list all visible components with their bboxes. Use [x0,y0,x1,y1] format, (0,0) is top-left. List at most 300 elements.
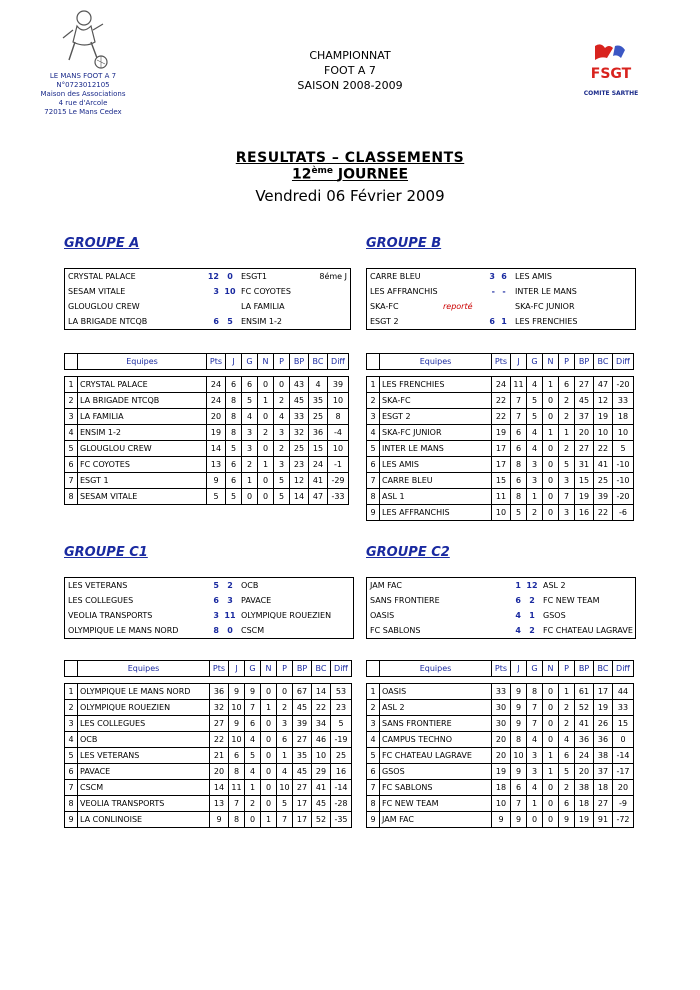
column-header: P [559,661,575,677]
result-row [65,623,353,638]
rank-cell: 1 [65,377,78,393]
stat-cell: 1 [543,748,559,764]
rank-cell: 9 [367,505,380,521]
stat-cell: 5 [613,441,634,457]
rank-cell: 8 [367,796,380,812]
stat-cell: 31 [575,457,594,473]
stat-cell: 27 [293,780,312,796]
stat-cell: 11 [492,489,511,505]
team-cell: PAVACE [78,764,210,780]
stat-cell: 24 [309,457,328,473]
column-header: Pts [207,354,226,370]
stat-cell: 0 [543,684,559,700]
stat-cell: 2 [559,409,575,425]
stat-cell: 41 [594,457,613,473]
stat-cell: 10 [277,780,293,796]
stat-cell: 34 [312,716,331,732]
stat-cell: 0 [258,377,274,393]
column-header: N [258,354,274,370]
column-header: G [242,354,258,370]
table-row [65,377,349,393]
standings-table [366,353,634,521]
header-row [65,661,352,677]
stat-cell: 53 [331,684,352,700]
stat-cell: 41 [309,473,328,489]
stat-cell: -20 [613,489,634,505]
stat-cell: 18 [594,780,613,796]
rank-cell: 8 [65,489,78,505]
standings-table [64,660,352,828]
result-row [367,269,635,284]
stat-cell: 17 [492,441,511,457]
stat-cell: 2 [559,393,575,409]
rank-cell: 7 [367,780,380,796]
stat-cell: 9 [511,716,527,732]
column-header: Diff [613,661,634,677]
stat-cell: 44 [613,684,634,700]
stat-cell: 5 [226,489,242,505]
away-score: 0 [227,626,233,635]
stat-cell: 8 [511,732,527,748]
rank-cell: 5 [367,748,380,764]
away-score: 6 [501,272,507,281]
stat-cell: 0 [261,684,277,700]
stat-cell: 7 [511,393,527,409]
stat-cell: 1 [527,489,543,505]
home-score: 6 [213,596,219,605]
home-score: 5 [213,581,219,590]
stat-cell: 33 [492,684,511,700]
stat-cell: 13 [207,457,226,473]
stat-cell: 27 [210,716,229,732]
results-box [366,577,636,639]
table-row [65,473,349,489]
stat-cell: 10 [328,441,349,457]
stat-cell: 3 [527,764,543,780]
stat-cell: 4 [245,732,261,748]
spacer-row [367,677,634,684]
stat-cell: 35 [293,748,312,764]
stat-cell: -35 [331,812,352,828]
away-team: INTER LE MANS [515,287,577,296]
home-score: 6 [213,317,219,326]
stat-cell: 10 [328,393,349,409]
result-row [367,623,635,638]
away-score: 12 [526,581,538,590]
stat-cell: 2 [527,505,543,521]
stat-cell: 10 [492,796,511,812]
away-score: 2 [227,581,233,590]
title-line: FOOT A 7 [324,64,376,77]
stat-cell: -14 [613,748,634,764]
column-header: G [527,354,543,370]
column-header: Pts [492,661,511,677]
stat-cell: 1 [258,457,274,473]
table-row [367,748,634,764]
stat-cell: 6 [226,457,242,473]
stat-cell: 1 [543,377,559,393]
stat-cell: 7 [511,796,527,812]
column-header: G [527,661,543,677]
stat-cell: 1 [559,684,575,700]
stat-cell: -10 [613,473,634,489]
column-header: Diff [613,354,634,370]
stat-cell: -72 [613,812,634,828]
away-team: FC COYOTES [241,287,291,296]
stat-cell: 47 [594,377,613,393]
stat-cell: 22 [594,441,613,457]
stat-cell: 2 [245,796,261,812]
spacer-row [65,370,349,377]
stat-cell: 32 [290,425,309,441]
stat-cell: 36 [575,732,594,748]
column-header: P [559,354,575,370]
stat-cell: -10 [613,457,634,473]
result-row [65,269,350,284]
stat-cell: 22 [312,700,331,716]
stat-cell: 22 [594,505,613,521]
stat-cell: -28 [331,796,352,812]
stat-cell: 4 [309,377,328,393]
away-score: 1 [501,317,507,326]
org-line: 72015 Le Mans Cedex [44,108,122,116]
table-row [367,732,634,748]
stat-cell: 1 [543,425,559,441]
stat-cell: 8 [511,457,527,473]
column-header: Equipes [380,354,492,370]
journee-word: JOURNEE [337,166,409,183]
home-team: JAM FAC [370,581,402,590]
home-team: LES AFFRANCHIS [370,287,438,296]
stat-cell: 6 [229,748,245,764]
stat-cell: 2 [274,393,290,409]
stat-cell: 1 [559,425,575,441]
group-title: GROUPE A [64,236,140,251]
column-header: P [274,354,290,370]
stat-cell: 17 [492,457,511,473]
team-cell: VEOLIA TRANSPORTS [78,796,210,812]
table-row [367,812,634,828]
stat-cell: 13 [210,796,229,812]
stat-cell: 38 [575,780,594,796]
journee-number: 12 [291,166,312,183]
home-team: LA BRIGADE NTCQB [68,317,148,326]
stat-cell: 2 [258,425,274,441]
stat-cell: 4 [242,409,258,425]
header-row [367,354,634,370]
stat-cell: -6 [613,505,634,521]
stat-cell: -33 [328,489,349,505]
stat-cell: 15 [613,716,634,732]
stat-cell: 3 [527,473,543,489]
stat-cell: 6 [559,748,575,764]
team-cell: LES AMIS [380,457,492,473]
stat-cell: 52 [575,700,594,716]
stat-cell: 9 [559,812,575,828]
stat-cell: 39 [328,377,349,393]
home-team: FC SABLONS [370,626,421,635]
stat-cell: 4 [527,377,543,393]
spacer-cell [367,370,634,377]
home-team: SESAM VITALE [68,287,126,296]
table-row [367,457,634,473]
table-row [65,732,352,748]
stat-cell: 2 [277,700,293,716]
column-header: BP [575,661,594,677]
stat-cell: 37 [594,764,613,780]
home-score: 6 [489,317,495,326]
stat-cell: 23 [331,700,352,716]
stat-cell: 6 [511,441,527,457]
stat-cell: 4 [527,780,543,796]
team-cell: LES AFFRANCHIS [380,505,492,521]
stat-cell: 43 [290,377,309,393]
rank-header [367,354,380,370]
result-row [65,284,350,299]
stat-cell: 33 [613,393,634,409]
stat-cell: 9 [492,812,511,828]
away-score: - [502,287,506,296]
stat-cell: 8 [229,812,245,828]
stat-cell: 5 [511,505,527,521]
home-team: CRYSTAL PALACE [68,272,136,281]
away-score: 5 [227,317,233,326]
fsgt-sub: COMITE SARTHE [583,90,639,97]
table-row [65,764,352,780]
away-team: FC CHATEAU LAGRAVE [543,626,633,635]
header-row [65,354,349,370]
stat-cell: 14 [210,780,229,796]
stat-cell: 9 [245,684,261,700]
away-team: OCB [241,581,259,590]
table-row [65,780,352,796]
stat-cell: 0 [245,812,261,828]
stat-cell: 19 [594,409,613,425]
stat-cell: 0 [543,489,559,505]
rank-cell: 4 [367,425,380,441]
stat-cell: 17 [293,812,312,828]
home-team: GLOUGLOU CREW [68,302,140,311]
team-cell: OLYMPIQUE LE MANS NORD [78,684,210,700]
stat-cell: 0 [543,700,559,716]
team-cell: GLOUGLOU CREW [78,441,207,457]
stat-cell: 19 [575,812,594,828]
stat-cell: 0 [613,732,634,748]
table-row [65,748,352,764]
match-date: Vendredi 06 Février 2009 [255,186,445,205]
main-title [150,150,550,205]
column-header: Diff [331,661,352,677]
stat-cell: 7 [527,716,543,732]
stat-cell: 20 [492,732,511,748]
column-header: BC [312,661,331,677]
stat-cell: 33 [290,409,309,425]
stat-cell: 8 [226,393,242,409]
fsgt-logo-icon [581,42,641,86]
stat-cell: 24 [207,393,226,409]
header-row [367,661,634,677]
away-team: ASL 2 [543,581,566,590]
rank-cell: 5 [65,748,78,764]
stat-cell: 10 [229,700,245,716]
spacer-row [65,677,352,684]
stat-cell: 4 [527,732,543,748]
stat-cell: 5 [527,393,543,409]
home-team: OASIS [370,611,395,620]
home-score: - [491,287,495,296]
stat-cell: 37 [575,409,594,425]
stat-cell: 9 [511,764,527,780]
away-score: 0 [227,272,233,281]
stat-cell: 2 [559,441,575,457]
column-header: Pts [210,661,229,677]
table-row [367,700,634,716]
rank-cell: 1 [367,377,380,393]
team-cell: CARRE BLEU [380,473,492,489]
spacer-cell [65,370,349,377]
results-title: RESULTATS – CLASSEMENTS [235,150,465,166]
team-cell: FC COYOTES [78,457,207,473]
stat-cell: 6 [226,473,242,489]
title-line: CHAMPIONNAT [309,49,391,62]
stat-cell: 47 [309,489,328,505]
column-header: J [511,661,527,677]
stat-cell: 2 [274,441,290,457]
team-cell: OASIS [380,684,492,700]
stat-cell: 91 [594,812,613,828]
table-row [367,780,634,796]
stat-cell: 3 [242,441,258,457]
table-row [367,716,634,732]
column-header: N [261,661,277,677]
stat-cell: 10 [613,425,634,441]
stat-cell: 22 [210,732,229,748]
stat-cell: 19 [594,700,613,716]
table-row [367,409,634,425]
rank-cell: 3 [367,409,380,425]
stat-cell: 17 [594,684,613,700]
column-header: N [543,661,559,677]
stat-cell: 9 [207,473,226,489]
table-row [65,425,349,441]
team-cell: FC CHATEAU LAGRAVE [380,748,492,764]
result-row [65,593,353,608]
table-row [65,812,352,828]
team-cell: ASL 2 [380,700,492,716]
stat-cell: 39 [293,716,312,732]
stat-cell: 32 [210,700,229,716]
rank-cell: 3 [65,716,78,732]
stat-cell: 30 [492,700,511,716]
stat-cell: 26 [594,716,613,732]
stat-cell: 27 [575,377,594,393]
table-row [367,441,634,457]
stat-cell: 2 [559,716,575,732]
stat-cell: 5 [331,716,352,732]
home-score: 4 [515,626,521,635]
stat-cell: 4 [527,441,543,457]
away-team: LES FRENCHIES [515,317,578,326]
stat-cell: 6 [245,716,261,732]
away-team: CSCM [241,626,265,635]
stat-cell: 2 [242,457,258,473]
table-row [367,684,634,700]
stat-cell: 0 [543,441,559,457]
table-row [367,393,634,409]
stat-cell: 0 [261,748,277,764]
stat-cell: 1 [277,748,293,764]
stat-cell: 7 [229,796,245,812]
home-score: 8 [213,626,219,635]
stat-cell: 45 [293,700,312,716]
stat-cell: 20 [210,764,229,780]
stat-cell: 5 [207,489,226,505]
column-header: G [245,661,261,677]
fsgt-logo [578,42,644,102]
stat-cell: 67 [293,684,312,700]
stat-cell: 9 [511,684,527,700]
team-cell: SKA-FC [380,393,492,409]
rank-cell: 3 [65,409,78,425]
stat-cell: 4 [245,764,261,780]
column-header: BC [594,354,613,370]
result-row [367,608,635,623]
stat-cell: 7 [559,489,575,505]
result-row [367,593,635,608]
org-line: Maison des Associations [40,90,126,98]
stat-cell: 20 [492,748,511,764]
stat-cell: 1 [245,780,261,796]
column-header: Equipes [78,661,210,677]
team-cell: SKA-FC JUNIOR [380,425,492,441]
stat-cell: 0 [261,764,277,780]
rank-cell: 6 [367,764,380,780]
column-header: BP [290,354,309,370]
stat-cell: 39 [594,489,613,505]
home-score: 3 [489,272,495,281]
rank-cell: 3 [367,716,380,732]
table-row [367,425,634,441]
home-team: LES VETERANS [68,581,128,590]
result-row [65,578,353,593]
stat-cell: 9 [210,812,229,828]
results-box [366,268,636,330]
column-header: Diff [328,354,349,370]
football-player-icon [57,8,109,72]
stat-cell: 3 [527,748,543,764]
title-line: SAISON 2008-2009 [297,79,403,92]
team-cell: OLYMPIQUE ROUEZIEN [78,700,210,716]
stat-cell: 27 [594,796,613,812]
table-row [367,489,634,505]
stat-cell: 3 [527,457,543,473]
stat-cell: 5 [277,796,293,812]
result-row [65,314,350,329]
stat-cell: 22 [492,393,511,409]
stat-cell: 0 [543,716,559,732]
org-line: LE MANS FOOT A 7 [49,72,117,80]
stat-cell: 0 [258,409,274,425]
stat-cell: 1 [261,700,277,716]
stat-cell: 61 [575,684,594,700]
column-header: BC [594,661,613,677]
stat-cell: 2 [559,700,575,716]
result-row [367,314,635,329]
stat-cell: 7 [277,812,293,828]
table-row [367,796,634,812]
stat-cell: 36 [594,732,613,748]
stat-cell: 30 [492,716,511,732]
